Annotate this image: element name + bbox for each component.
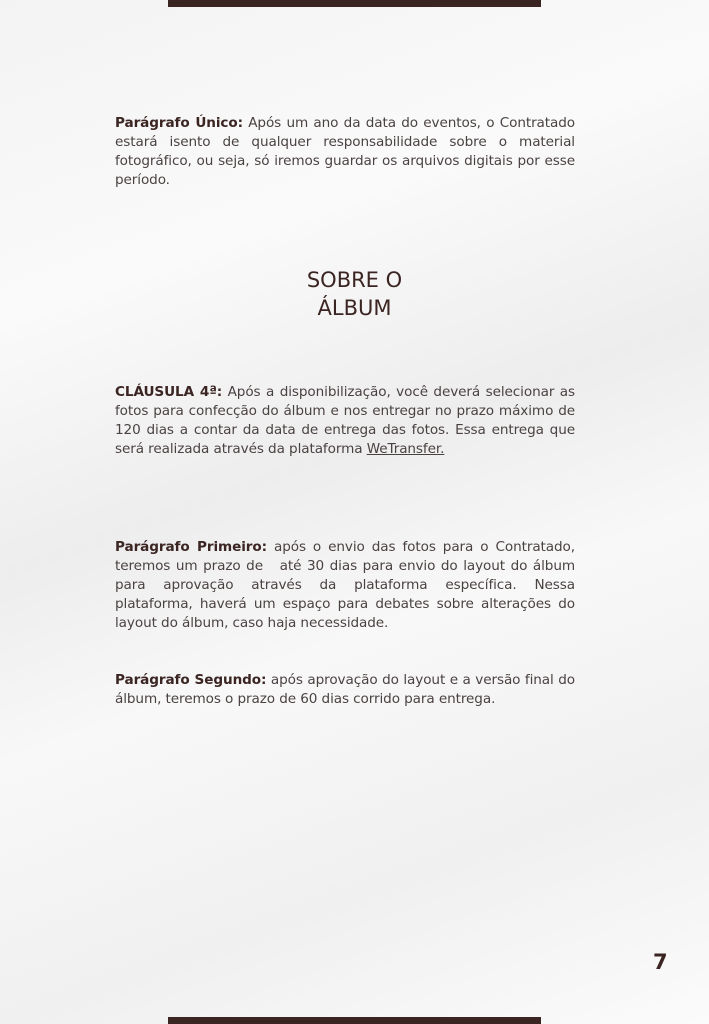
section-title-line2: ÁLBUM	[317, 296, 392, 320]
page-number: 7	[653, 950, 668, 974]
paragraph-text: após aprovação do layout e a versão final do álbum, teremos o prazo de 60 dias corrido para entrega.	[115, 672, 575, 707]
paragraph-label: Parágrafo Primeiro:	[115, 539, 267, 555]
clause-label: CLÁUSULA 4ª:	[115, 384, 223, 400]
paragraph-label: Parágrafo Segundo:	[115, 672, 267, 688]
section-title	[0, 266, 709, 322]
top-decorative-bar	[168, 0, 541, 7]
paragrafo-segundo	[115, 671, 575, 709]
wetransfer-link[interactable]: WeTransfer.	[366, 441, 445, 457]
paragrafo-primeiro	[115, 538, 580, 633]
clausula-4	[115, 383, 575, 459]
paragraph-label: Parágrafo Único:	[115, 115, 243, 131]
paragraph-text: Após um ano da data do eventos, o Contratado estará isento de qualquer responsabilidade sobre o material fotográfico, ou seja, só iremos guardar os arquivos digitais por esse período.	[115, 115, 575, 188]
bottom-decorative-bar	[168, 1017, 541, 1024]
paragraph-text: após o envio das fotos para o Contratado, teremos um prazo de até 30 dias para envio do layout do álbum para aprovação através da plataforma específica. Nessa plataforma, haverá um espaço para debates sobre alterações do layout do álbum, caso haja necessidade.	[115, 539, 580, 631]
paragrafo-unico	[115, 114, 575, 190]
section-title-line1: SOBRE O	[306, 268, 403, 292]
clause-text: Após a disponibilização, você deverá selecionar as fotos para confecção do álbum e nos entregar no prazo máximo de 120 dias a contar da data de entrega das fotos. Essa entrega que será realizada através da plataforma	[115, 384, 575, 457]
